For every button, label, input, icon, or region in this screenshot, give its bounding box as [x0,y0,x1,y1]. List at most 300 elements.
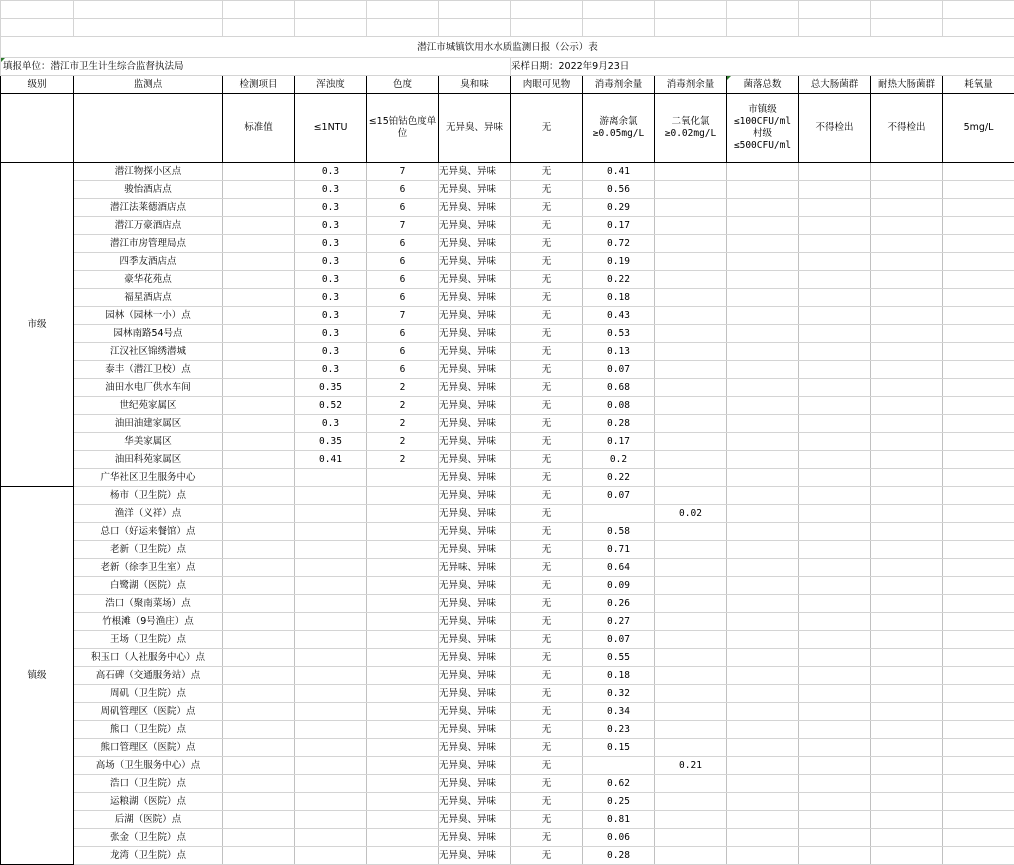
thermo-coliform-cell[interactable] [871,469,943,487]
turbidity-cell[interactable] [295,487,367,505]
item-cell[interactable] [223,307,295,325]
odor-cell[interactable]: 无异臭、异味 [439,757,511,775]
odor-cell[interactable]: 无异臭、异味 [439,361,511,379]
colony-cell[interactable] [727,541,799,559]
oxygen-cell[interactable] [943,433,1014,451]
standard-cell[interactable]: 不得检出 [871,94,943,163]
header-cell[interactable]: 耗氧量 [943,76,1014,94]
chlorine-cell[interactable]: 0.58 [583,523,655,541]
oxygen-cell[interactable] [943,541,1014,559]
colony-cell[interactable] [727,379,799,397]
coliform-cell[interactable] [799,379,871,397]
thermo-coliform-cell[interactable] [871,199,943,217]
coliform-cell[interactable] [799,199,871,217]
turbidity-cell[interactable]: 0.3 [295,253,367,271]
color-cell[interactable]: 6 [367,289,439,307]
clo2-cell[interactable] [655,577,727,595]
clo2-cell[interactable] [655,199,727,217]
item-cell[interactable] [223,163,295,181]
colony-cell[interactable] [727,793,799,811]
chlorine-cell[interactable]: 0.71 [583,541,655,559]
visible-cell[interactable]: 无 [511,325,583,343]
colony-cell[interactable] [727,667,799,685]
level-cell[interactable]: 市级 [1,163,74,487]
item-cell[interactable] [223,649,295,667]
site-cell[interactable]: 油田油建家属区 [74,415,223,433]
chlorine-cell[interactable]: 0.29 [583,199,655,217]
oxygen-cell[interactable] [943,379,1014,397]
standard-cell[interactable] [1,94,74,163]
clo2-cell[interactable] [655,307,727,325]
item-cell[interactable] [223,703,295,721]
coliform-cell[interactable] [799,505,871,523]
clo2-cell[interactable] [655,415,727,433]
visible-cell[interactable]: 无 [511,505,583,523]
thermo-coliform-cell[interactable] [871,343,943,361]
thermo-coliform-cell[interactable] [871,721,943,739]
turbidity-cell[interactable]: 0.52 [295,397,367,415]
turbidity-cell[interactable] [295,793,367,811]
chlorine-cell[interactable]: 0.68 [583,379,655,397]
clo2-cell[interactable] [655,721,727,739]
item-cell[interactable] [223,469,295,487]
turbidity-cell[interactable] [295,577,367,595]
coliform-cell[interactable] [799,469,871,487]
turbidity-cell[interactable]: 0.3 [295,199,367,217]
visible-cell[interactable]: 无 [511,217,583,235]
turbidity-cell[interactable] [295,649,367,667]
site-cell[interactable]: 熊口（卫生院）点 [74,721,223,739]
thermo-coliform-cell[interactable] [871,451,943,469]
oxygen-cell[interactable] [943,253,1014,271]
oxygen-cell[interactable] [943,271,1014,289]
clo2-cell[interactable] [655,217,727,235]
site-cell[interactable]: 园林南路54号点 [74,325,223,343]
odor-cell[interactable]: 无异臭、异味 [439,613,511,631]
clo2-cell[interactable] [655,811,727,829]
color-cell[interactable] [367,469,439,487]
item-cell[interactable] [223,487,295,505]
turbidity-cell[interactable]: 0.3 [295,307,367,325]
site-cell[interactable]: 浩口（卫生院）点 [74,775,223,793]
color-cell[interactable] [367,685,439,703]
header-cell[interactable]: 色度 [367,76,439,94]
chlorine-cell[interactable]: 0.17 [583,433,655,451]
item-cell[interactable] [223,361,295,379]
oxygen-cell[interactable] [943,217,1014,235]
colony-cell[interactable] [727,847,799,865]
odor-cell[interactable]: 无异臭、异味 [439,487,511,505]
standard-cell[interactable]: 无 [511,94,583,163]
visible-cell[interactable]: 无 [511,793,583,811]
odor-cell[interactable]: 无异臭、异味 [439,217,511,235]
color-cell[interactable]: 7 [367,163,439,181]
thermo-coliform-cell[interactable] [871,163,943,181]
chlorine-cell[interactable]: 0.08 [583,397,655,415]
turbidity-cell[interactable]: 0.3 [295,415,367,433]
color-cell[interactable] [367,541,439,559]
oxygen-cell[interactable] [943,703,1014,721]
thermo-coliform-cell[interactable] [871,757,943,775]
site-cell[interactable]: 泰丰（潜江卫校）点 [74,361,223,379]
clo2-cell[interactable] [655,451,727,469]
level-cell[interactable]: 镇级 [1,487,74,865]
colony-cell[interactable] [727,469,799,487]
chlorine-cell[interactable]: 0.13 [583,343,655,361]
colony-cell[interactable] [727,631,799,649]
standard-cell[interactable]: ≤15铂钴色度单位 [367,94,439,163]
header-cell[interactable]: 臭和味 [439,76,511,94]
turbidity-cell[interactable] [295,613,367,631]
odor-cell[interactable]: 无异臭、异味 [439,415,511,433]
thermo-coliform-cell[interactable] [871,289,943,307]
oxygen-cell[interactable] [943,595,1014,613]
clo2-cell[interactable] [655,271,727,289]
odor-cell[interactable]: 无异臭、异味 [439,271,511,289]
site-cell[interactable]: 渔洋（义祥）点 [74,505,223,523]
visible-cell[interactable]: 无 [511,379,583,397]
colony-cell[interactable] [727,181,799,199]
color-cell[interactable]: 2 [367,415,439,433]
item-cell[interactable] [223,595,295,613]
chlorine-cell[interactable]: 0.56 [583,181,655,199]
thermo-coliform-cell[interactable] [871,613,943,631]
color-cell[interactable] [367,487,439,505]
turbidity-cell[interactable]: 0.3 [295,163,367,181]
chlorine-cell[interactable]: 0.18 [583,289,655,307]
clo2-cell[interactable] [655,613,727,631]
site-cell[interactable]: 潜江物探小区点 [74,163,223,181]
site-cell[interactable]: 老新（徐李卫生室）点 [74,559,223,577]
thermo-coliform-cell[interactable] [871,217,943,235]
chlorine-cell[interactable]: 0.09 [583,577,655,595]
thermo-coliform-cell[interactable] [871,847,943,865]
color-cell[interactable]: 2 [367,451,439,469]
thermo-coliform-cell[interactable] [871,505,943,523]
color-cell[interactable] [367,847,439,865]
thermo-coliform-cell[interactable] [871,577,943,595]
site-cell[interactable]: 油田水电厂供水车间 [74,379,223,397]
item-cell[interactable] [223,523,295,541]
turbidity-cell[interactable] [295,631,367,649]
thermo-coliform-cell[interactable] [871,253,943,271]
thermo-coliform-cell[interactable] [871,739,943,757]
odor-cell[interactable]: 无异臭、异味 [439,235,511,253]
turbidity-cell[interactable]: 0.3 [295,271,367,289]
item-cell[interactable] [223,415,295,433]
chlorine-cell[interactable]: 0.22 [583,271,655,289]
turbidity-cell[interactable] [295,775,367,793]
turbidity-cell[interactable] [295,559,367,577]
color-cell[interactable] [367,505,439,523]
coliform-cell[interactable] [799,289,871,307]
color-cell[interactable]: 2 [367,379,439,397]
clo2-cell[interactable] [655,433,727,451]
thermo-coliform-cell[interactable] [871,271,943,289]
item-cell[interactable] [223,541,295,559]
odor-cell[interactable]: 无异臭、异味 [439,325,511,343]
coliform-cell[interactable] [799,703,871,721]
chlorine-cell[interactable]: 0.07 [583,487,655,505]
color-cell[interactable]: 7 [367,307,439,325]
thermo-coliform-cell[interactable] [871,541,943,559]
coliform-cell[interactable] [799,541,871,559]
item-cell[interactable] [223,847,295,865]
item-cell[interactable] [223,235,295,253]
coliform-cell[interactable] [799,811,871,829]
colony-cell[interactable] [727,757,799,775]
item-cell[interactable] [223,739,295,757]
item-cell[interactable] [223,793,295,811]
colony-cell[interactable] [727,811,799,829]
clo2-cell[interactable]: 0.02 [655,505,727,523]
chlorine-cell[interactable]: 0.19 [583,253,655,271]
odor-cell[interactable]: 无异臭、异味 [439,541,511,559]
site-cell[interactable]: 潜江万豪酒店点 [74,217,223,235]
oxygen-cell[interactable] [943,199,1014,217]
site-cell[interactable]: 运粮湖（医院）点 [74,793,223,811]
colony-cell[interactable] [727,289,799,307]
sheet-title[interactable]: 潜江市城镇饮用水水质监测日报（公示）表 [1,37,1014,58]
odor-cell[interactable]: 无异臭、异味 [439,793,511,811]
turbidity-cell[interactable] [295,847,367,865]
site-cell[interactable]: 潜江法莱德酒店点 [74,199,223,217]
chlorine-cell[interactable]: 0.72 [583,235,655,253]
site-cell[interactable]: 熊口管理区（医院）点 [74,739,223,757]
clo2-cell[interactable] [655,847,727,865]
item-cell[interactable] [223,667,295,685]
item-cell[interactable] [223,685,295,703]
item-cell[interactable] [223,505,295,523]
site-cell[interactable]: 广华社区卫生服务中心 [74,469,223,487]
coliform-cell[interactable] [799,253,871,271]
clo2-cell[interactable] [655,793,727,811]
color-cell[interactable] [367,829,439,847]
visible-cell[interactable]: 无 [511,397,583,415]
chlorine-cell[interactable]: 0.81 [583,811,655,829]
visible-cell[interactable]: 无 [511,235,583,253]
clo2-cell[interactable]: 0.21 [655,757,727,775]
clo2-cell[interactable] [655,631,727,649]
visible-cell[interactable]: 无 [511,523,583,541]
standard-cell[interactable]: ≤1NTU [295,94,367,163]
color-cell[interactable] [367,739,439,757]
visible-cell[interactable]: 无 [511,469,583,487]
visible-cell[interactable]: 无 [511,415,583,433]
coliform-cell[interactable] [799,847,871,865]
item-cell[interactable] [223,757,295,775]
oxygen-cell[interactable] [943,307,1014,325]
visible-cell[interactable]: 无 [511,181,583,199]
oxygen-cell[interactable] [943,667,1014,685]
oxygen-cell[interactable] [943,163,1014,181]
chlorine-cell[interactable]: 0.25 [583,793,655,811]
oxygen-cell[interactable] [943,505,1014,523]
colony-cell[interactable] [727,433,799,451]
chlorine-cell[interactable]: 0.06 [583,829,655,847]
thermo-coliform-cell[interactable] [871,235,943,253]
colony-cell[interactable] [727,595,799,613]
odor-cell[interactable]: 无异臭、异味 [439,649,511,667]
color-cell[interactable]: 7 [367,217,439,235]
item-cell[interactable] [223,343,295,361]
clo2-cell[interactable] [655,181,727,199]
thermo-coliform-cell[interactable] [871,487,943,505]
color-cell[interactable]: 2 [367,433,439,451]
turbidity-cell[interactable]: 0.35 [295,433,367,451]
thermo-coliform-cell[interactable] [871,523,943,541]
chlorine-cell[interactable]: 0.64 [583,559,655,577]
chlorine-cell[interactable]: 0.18 [583,667,655,685]
coliform-cell[interactable] [799,757,871,775]
clo2-cell[interactable] [655,397,727,415]
clo2-cell[interactable] [655,667,727,685]
standard-cell[interactable]: 市镇级≤100CFU/ml 村级≤500CFU/ml [727,94,799,163]
odor-cell[interactable]: 无异臭、异味 [439,433,511,451]
color-cell[interactable]: 6 [367,343,439,361]
clo2-cell[interactable] [655,163,727,181]
site-cell[interactable]: 江汉社区锦绣潜城 [74,343,223,361]
visible-cell[interactable]: 无 [511,811,583,829]
chlorine-cell[interactable]: 0.17 [583,217,655,235]
site-cell[interactable]: 后湖（医院）点 [74,811,223,829]
thermo-coliform-cell[interactable] [871,559,943,577]
thermo-coliform-cell[interactable] [871,829,943,847]
odor-cell[interactable]: 无异臭、异味 [439,253,511,271]
coliform-cell[interactable] [799,829,871,847]
visible-cell[interactable]: 无 [511,721,583,739]
turbidity-cell[interactable] [295,523,367,541]
clo2-cell[interactable] [655,235,727,253]
visible-cell[interactable]: 无 [511,271,583,289]
thermo-coliform-cell[interactable] [871,415,943,433]
coliform-cell[interactable] [799,649,871,667]
color-cell[interactable] [367,811,439,829]
color-cell[interactable]: 6 [367,235,439,253]
thermo-coliform-cell[interactable] [871,811,943,829]
visible-cell[interactable]: 无 [511,541,583,559]
colony-cell[interactable] [727,685,799,703]
thermo-coliform-cell[interactable] [871,703,943,721]
oxygen-cell[interactable] [943,685,1014,703]
chlorine-cell[interactable]: 0.07 [583,631,655,649]
clo2-cell[interactable] [655,361,727,379]
colony-cell[interactable] [727,235,799,253]
site-cell[interactable]: 高场（卫生服务中心）点 [74,757,223,775]
site-cell[interactable]: 四季友酒店点 [74,253,223,271]
color-cell[interactable] [367,631,439,649]
visible-cell[interactable]: 无 [511,847,583,865]
coliform-cell[interactable] [799,415,871,433]
thermo-coliform-cell[interactable] [871,433,943,451]
colony-cell[interactable] [727,829,799,847]
oxygen-cell[interactable] [943,577,1014,595]
chlorine-cell[interactable]: 0.26 [583,595,655,613]
odor-cell[interactable]: 无异臭、异味 [439,505,511,523]
thermo-coliform-cell[interactable] [871,181,943,199]
header-cell[interactable]: 肉眼可见物 [511,76,583,94]
item-cell[interactable] [223,451,295,469]
colony-cell[interactable] [727,703,799,721]
thermo-coliform-cell[interactable] [871,361,943,379]
standard-cell[interactable]: 二氧化氯≥0.02mg/L [655,94,727,163]
colony-cell[interactable] [727,613,799,631]
colony-cell[interactable] [727,397,799,415]
site-cell[interactable]: 浩口（聚南菜场）点 [74,595,223,613]
colony-cell[interactable] [727,559,799,577]
chlorine-cell[interactable]: 0.23 [583,721,655,739]
coliform-cell[interactable] [799,451,871,469]
chlorine-cell[interactable]: 0.15 [583,739,655,757]
turbidity-cell[interactable] [295,829,367,847]
color-cell[interactable] [367,793,439,811]
coliform-cell[interactable] [799,559,871,577]
header-cell[interactable]: 总大肠菌群 [799,76,871,94]
item-cell[interactable] [223,181,295,199]
thermo-coliform-cell[interactable] [871,793,943,811]
chlorine-cell[interactable]: 0.62 [583,775,655,793]
chlorine-cell[interactable]: 0.32 [583,685,655,703]
visible-cell[interactable]: 无 [511,631,583,649]
odor-cell[interactable]: 无异臭、异味 [439,379,511,397]
visible-cell[interactable]: 无 [511,829,583,847]
oxygen-cell[interactable] [943,721,1014,739]
oxygen-cell[interactable] [943,829,1014,847]
thermo-coliform-cell[interactable] [871,595,943,613]
coliform-cell[interactable] [799,397,871,415]
turbidity-cell[interactable] [295,739,367,757]
coliform-cell[interactable] [799,325,871,343]
thermo-coliform-cell[interactable] [871,379,943,397]
coliform-cell[interactable] [799,163,871,181]
coliform-cell[interactable] [799,685,871,703]
clo2-cell[interactable] [655,289,727,307]
chlorine-cell[interactable]: 0.27 [583,613,655,631]
turbidity-cell[interactable] [295,721,367,739]
site-cell[interactable]: 豪华花苑点 [74,271,223,289]
clo2-cell[interactable] [655,541,727,559]
visible-cell[interactable]: 无 [511,451,583,469]
odor-cell[interactable]: 无异臭、异味 [439,307,511,325]
visible-cell[interactable]: 无 [511,487,583,505]
colony-cell[interactable] [727,253,799,271]
coliform-cell[interactable] [799,523,871,541]
site-cell[interactable]: 张金（卫生院）点 [74,829,223,847]
odor-cell[interactable]: 无异臭、异味 [439,811,511,829]
turbidity-cell[interactable]: 0.3 [295,343,367,361]
odor-cell[interactable]: 无异臭、异味 [439,829,511,847]
color-cell[interactable]: 2 [367,397,439,415]
odor-cell[interactable]: 无异臭、异味 [439,343,511,361]
turbidity-cell[interactable]: 0.3 [295,289,367,307]
sample-date-cell[interactable] [511,58,1014,76]
site-cell[interactable]: 白鹭湖（医院）点 [74,577,223,595]
oxygen-cell[interactable] [943,343,1014,361]
visible-cell[interactable]: 无 [511,613,583,631]
colony-cell[interactable] [727,217,799,235]
chlorine-cell[interactable]: 0.43 [583,307,655,325]
visible-cell[interactable]: 无 [511,649,583,667]
site-cell[interactable]: 园林（园林一小）点 [74,307,223,325]
site-cell[interactable]: 高石碑（交通服务站）点 [74,667,223,685]
thermo-coliform-cell[interactable] [871,325,943,343]
visible-cell[interactable]: 无 [511,433,583,451]
item-cell[interactable] [223,631,295,649]
clo2-cell[interactable] [655,523,727,541]
coliform-cell[interactable] [799,739,871,757]
odor-cell[interactable]: 无异臭、异味 [439,685,511,703]
colony-cell[interactable] [727,325,799,343]
